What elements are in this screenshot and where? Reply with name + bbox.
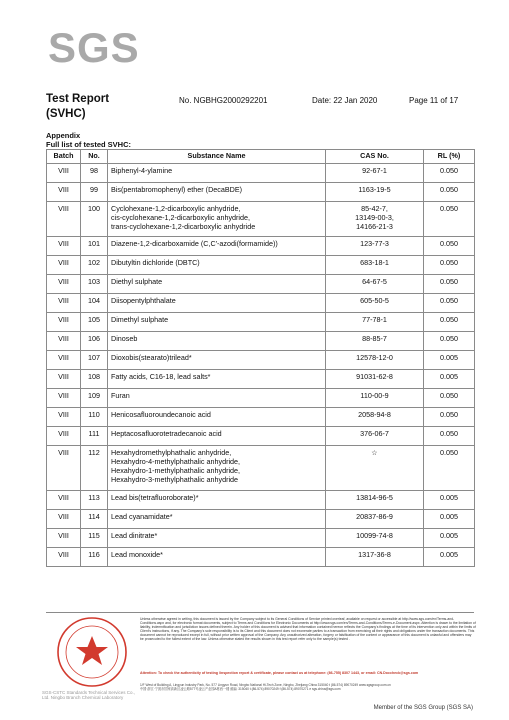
cas-number-cell: 683-18-1 <box>326 256 424 275</box>
cas-number-cell: 1163-19-5 <box>326 183 424 202</box>
substance-name-cell: Lead monoxide* <box>108 548 326 567</box>
cas-number-cell: 85-42-7, 13149-00-3, 14166-21-3 <box>326 202 424 237</box>
substance-name-cell: Bis(pentabromophenyl) ether (DecaBDE) <box>108 183 326 202</box>
batch-cell: VIII <box>47 510 81 529</box>
rl-cell: 0.050 <box>424 389 475 408</box>
sgs-logo <box>48 24 140 71</box>
number-cell: 101 <box>81 237 108 256</box>
report-title: Test Report <box>46 93 110 105</box>
authenticity-notice: Attention: To check the authenticity of testing /inspection report & certificate, please contact us at telephone: (86-755) 8307 1443, or email: CN.Doccheck@sgs.com <box>140 671 419 675</box>
table-header-row <box>47 150 475 164</box>
report-number: No. NGBHG2000292201 <box>179 96 268 105</box>
table-row <box>47 183 475 202</box>
rl-cell: 0.005 <box>424 510 475 529</box>
substance-name-cell: Dioxobis(stearato)trilead* <box>108 351 326 370</box>
substance-name-cell: Furan <box>108 389 326 408</box>
substance-name-cell: Biphenyl-4-ylamine <box>108 164 326 183</box>
number-cell: 106 <box>81 332 108 351</box>
number-cell: 99 <box>81 183 108 202</box>
substance-name-cell: Lead cyanamidate* <box>108 510 326 529</box>
substance-name-cell: Diisopentylphthalate <box>108 294 326 313</box>
cas-number-cell: 91031-62-8 <box>326 370 424 389</box>
column-header-cas-no: CAS No. <box>326 150 424 164</box>
batch-cell: VIII <box>47 370 81 389</box>
number-cell: 103 <box>81 275 108 294</box>
number-cell: 102 <box>81 256 108 275</box>
cas-number-cell: 77-78-1 <box>326 313 424 332</box>
rl-cell: 0.050 <box>424 237 475 256</box>
address-block <box>140 683 476 692</box>
svhc-list-title: Full list of tested SVHC: <box>46 140 132 149</box>
table-row <box>47 256 475 275</box>
substance-name-cell: Diazene-1,2-dicarboxamide (C,C'-azodi(formamide)) <box>108 237 326 256</box>
laboratory-stamp <box>50 612 134 696</box>
substance-name-cell: Dinoseb <box>108 332 326 351</box>
batch-cell: VIII <box>47 548 81 567</box>
number-cell: 104 <box>81 294 108 313</box>
rl-cell: 0.005 <box>424 548 475 567</box>
rl-cell: 0.050 <box>424 164 475 183</box>
number-cell: 100 <box>81 202 108 237</box>
column-header-batch: Batch <box>47 150 81 164</box>
address-chinese: 中国·浙江·宁波市国家高新区凌云路577号凌云产业园A栋西一楼 邮编: 315040 t (86-574) 89070249 f (86-574) 89070271 e sgs.china@sgs.com <box>140 687 341 692</box>
substance-name-cell: Henicosafluoroundecanoic acid <box>108 408 326 427</box>
rl-cell: 0.050 <box>424 427 475 446</box>
batch-cell: VIII <box>47 275 81 294</box>
cas-number-cell: 88-85-7 <box>326 332 424 351</box>
report-subtitle: (SVHC) <box>46 108 86 120</box>
rl-cell: 0.050 <box>424 202 475 237</box>
cas-number-cell: 13814-96-5 <box>326 491 424 510</box>
table-row <box>47 427 475 446</box>
number-cell: 109 <box>81 389 108 408</box>
substance-name-cell: Dimethyl sulphate <box>108 313 326 332</box>
table-row <box>47 237 475 256</box>
rl-cell: 0.050 <box>424 256 475 275</box>
substance-name-cell: Lead bis(tetrafluoroborate)* <box>108 491 326 510</box>
number-cell: 116 <box>81 548 108 567</box>
rl-cell: 0.050 <box>424 446 475 491</box>
rl-cell: 0.005 <box>424 370 475 389</box>
table-body <box>47 164 475 567</box>
rl-cell: 0.005 <box>424 351 475 370</box>
batch-cell: VIII <box>47 183 81 202</box>
batch-cell: VIII <box>47 294 81 313</box>
cas-number-cell: 123-77-3 <box>326 237 424 256</box>
batch-cell: VIII <box>47 408 81 427</box>
batch-cell: VIII <box>47 256 81 275</box>
batch-cell: VIII <box>47 313 81 332</box>
batch-cell: VIII <box>47 427 81 446</box>
cas-number-cell: 20837-86-9 <box>326 510 424 529</box>
number-cell: 115 <box>81 529 108 548</box>
substance-name-cell: Hexahydromethylphathalic anhydride, Hexahydro-4-methylphathalic anhydride, Hexahydro-1-methylphathalic anhydride, Hexahydro-3-methylphathalic anhydride <box>108 446 326 491</box>
svhc-table <box>46 149 475 567</box>
cas-number-cell: 64-67-5 <box>326 275 424 294</box>
table-row <box>47 408 475 427</box>
rl-cell: 0.050 <box>424 408 475 427</box>
batch-cell: VIII <box>47 202 81 237</box>
stamp-caption: SGS-CSTC Standards Technical Services Co., Ltd. Ningbo Branch Chemical Laboratory <box>42 690 135 700</box>
sgs-member-note: Member of the SGS Group (SGS SA) <box>373 705 473 711</box>
number-cell: 112 <box>81 446 108 491</box>
batch-cell: VIII <box>47 237 81 256</box>
cas-number-cell: 110-00-9 <box>326 389 424 408</box>
substance-name-cell: Lead dinitrate* <box>108 529 326 548</box>
table-row <box>47 510 475 529</box>
substance-name-cell: Diethyl sulphate <box>108 275 326 294</box>
column-header-no: No. <box>81 150 108 164</box>
rl-cell: 0.005 <box>424 529 475 548</box>
substance-name-cell: Dibutyltin dichloride (DBTC) <box>108 256 326 275</box>
batch-cell: VIII <box>47 491 81 510</box>
table-row <box>47 491 475 510</box>
rl-cell: 0.050 <box>424 275 475 294</box>
cas-number-cell: 92-67-1 <box>326 164 424 183</box>
cas-number-cell: 1317-36-8 <box>326 548 424 567</box>
table-row <box>47 389 475 408</box>
batch-cell: VIII <box>47 529 81 548</box>
legal-disclaimer: Unless otherwise agreed in writing, this document is issued by the Company subject to its General Conditions of Service printed overleaf, available on request or accessible at http://www.sgs.com/en/Terms-and-Conditions.aspx and, for electronic format documents, subject to Terms and Conditions for Electronic Documents at http://www.sgs.com/en/Terms-and-Conditions/Terms-e-Document.aspx. Attention is drawn to the limitation of liability, indemnification and jurisdiction issues defined therein. Any holder of this document is advised that information contained hereon reflects the Company's findings at the time of its intervention only and within the limits of Client's instructions, if any. The Company's sole responsibility is to its Client and this document does not exonerate parties to a transaction from exercising all their rights and obligations under the transaction documents. This document cannot be reproduced except in full, without prior written approval of the Company. Any unauthorized alteration, forgery or falsification of the content or appearance of this document is unlawful and offenders may be prosecuted to the fullest extent of the law. Unless otherwise stated the results shown in this test report refer only to the sample(s) tested . <box>140 617 476 642</box>
batch-cell: VIII <box>47 164 81 183</box>
sgs-logo-text: SGS <box>48 24 140 71</box>
batch-cell: VIII <box>47 389 81 408</box>
table-row <box>47 202 475 237</box>
number-cell: 114 <box>81 510 108 529</box>
number-cell: 110 <box>81 408 108 427</box>
rl-cell: 0.005 <box>424 491 475 510</box>
table-row <box>47 370 475 389</box>
column-header-substance-name: Substance Name <box>108 150 326 164</box>
stamp-star-icon <box>76 636 108 665</box>
table-row <box>47 548 475 567</box>
number-cell: 111 <box>81 427 108 446</box>
number-cell: 108 <box>81 370 108 389</box>
cas-number-cell: 376-06-7 <box>326 427 424 446</box>
report-title-block <box>46 92 109 122</box>
rl-cell: 0.050 <box>424 294 475 313</box>
table-row <box>47 446 475 491</box>
rl-cell: 0.050 <box>424 313 475 332</box>
rl-cell: 0.050 <box>424 183 475 202</box>
number-cell: 105 <box>81 313 108 332</box>
table-row <box>47 351 475 370</box>
page-number: Page 11 of 17 <box>409 96 459 105</box>
batch-cell: VIII <box>47 351 81 370</box>
table-row <box>47 294 475 313</box>
table-row <box>47 332 475 351</box>
cas-number-cell: 10099-74-8 <box>326 529 424 548</box>
table-row <box>47 529 475 548</box>
number-cell: 107 <box>81 351 108 370</box>
report-date: Date: 22 Jan 2020 <box>312 96 378 105</box>
cas-number-cell: 2058-94-8 <box>326 408 424 427</box>
substance-name-cell: Cyclohexane-1,2-dicarboxylic anhydride, cis-cyclohexane-1,2-dicarboxylic anhydride, trans-cyclohexane-1,2-dicarboxylic anhydride <box>108 202 326 237</box>
address-english: 1/F West of Building A, Lingyun Industry Park, No. 577 Lingyun Road, Ningbo National Hi-Tech Zone, Ningbo, Zhejiang China 315040 t (86-574) 89070249 www.sgsgroup.com.cn <box>140 683 391 687</box>
column-header-rl: RL (%) <box>424 150 475 164</box>
cas-number-cell: 12578-12-0 <box>326 351 424 370</box>
table-row <box>47 313 475 332</box>
substance-name-cell: Heptacosafluorotetradecanoic acid <box>108 427 326 446</box>
substance-name-cell: Fatty acids, C16-18, lead salts* <box>108 370 326 389</box>
rl-cell: 0.050 <box>424 332 475 351</box>
cas-number-cell: 605-50-5 <box>326 294 424 313</box>
batch-cell: VIII <box>47 332 81 351</box>
cas-number-cell: ☆ <box>326 446 424 491</box>
table-row <box>47 275 475 294</box>
batch-cell: VIII <box>47 446 81 491</box>
number-cell: 113 <box>81 491 108 510</box>
appendix-label: Appendix <box>46 131 81 140</box>
number-cell: 98 <box>81 164 108 183</box>
table-row <box>47 164 475 183</box>
